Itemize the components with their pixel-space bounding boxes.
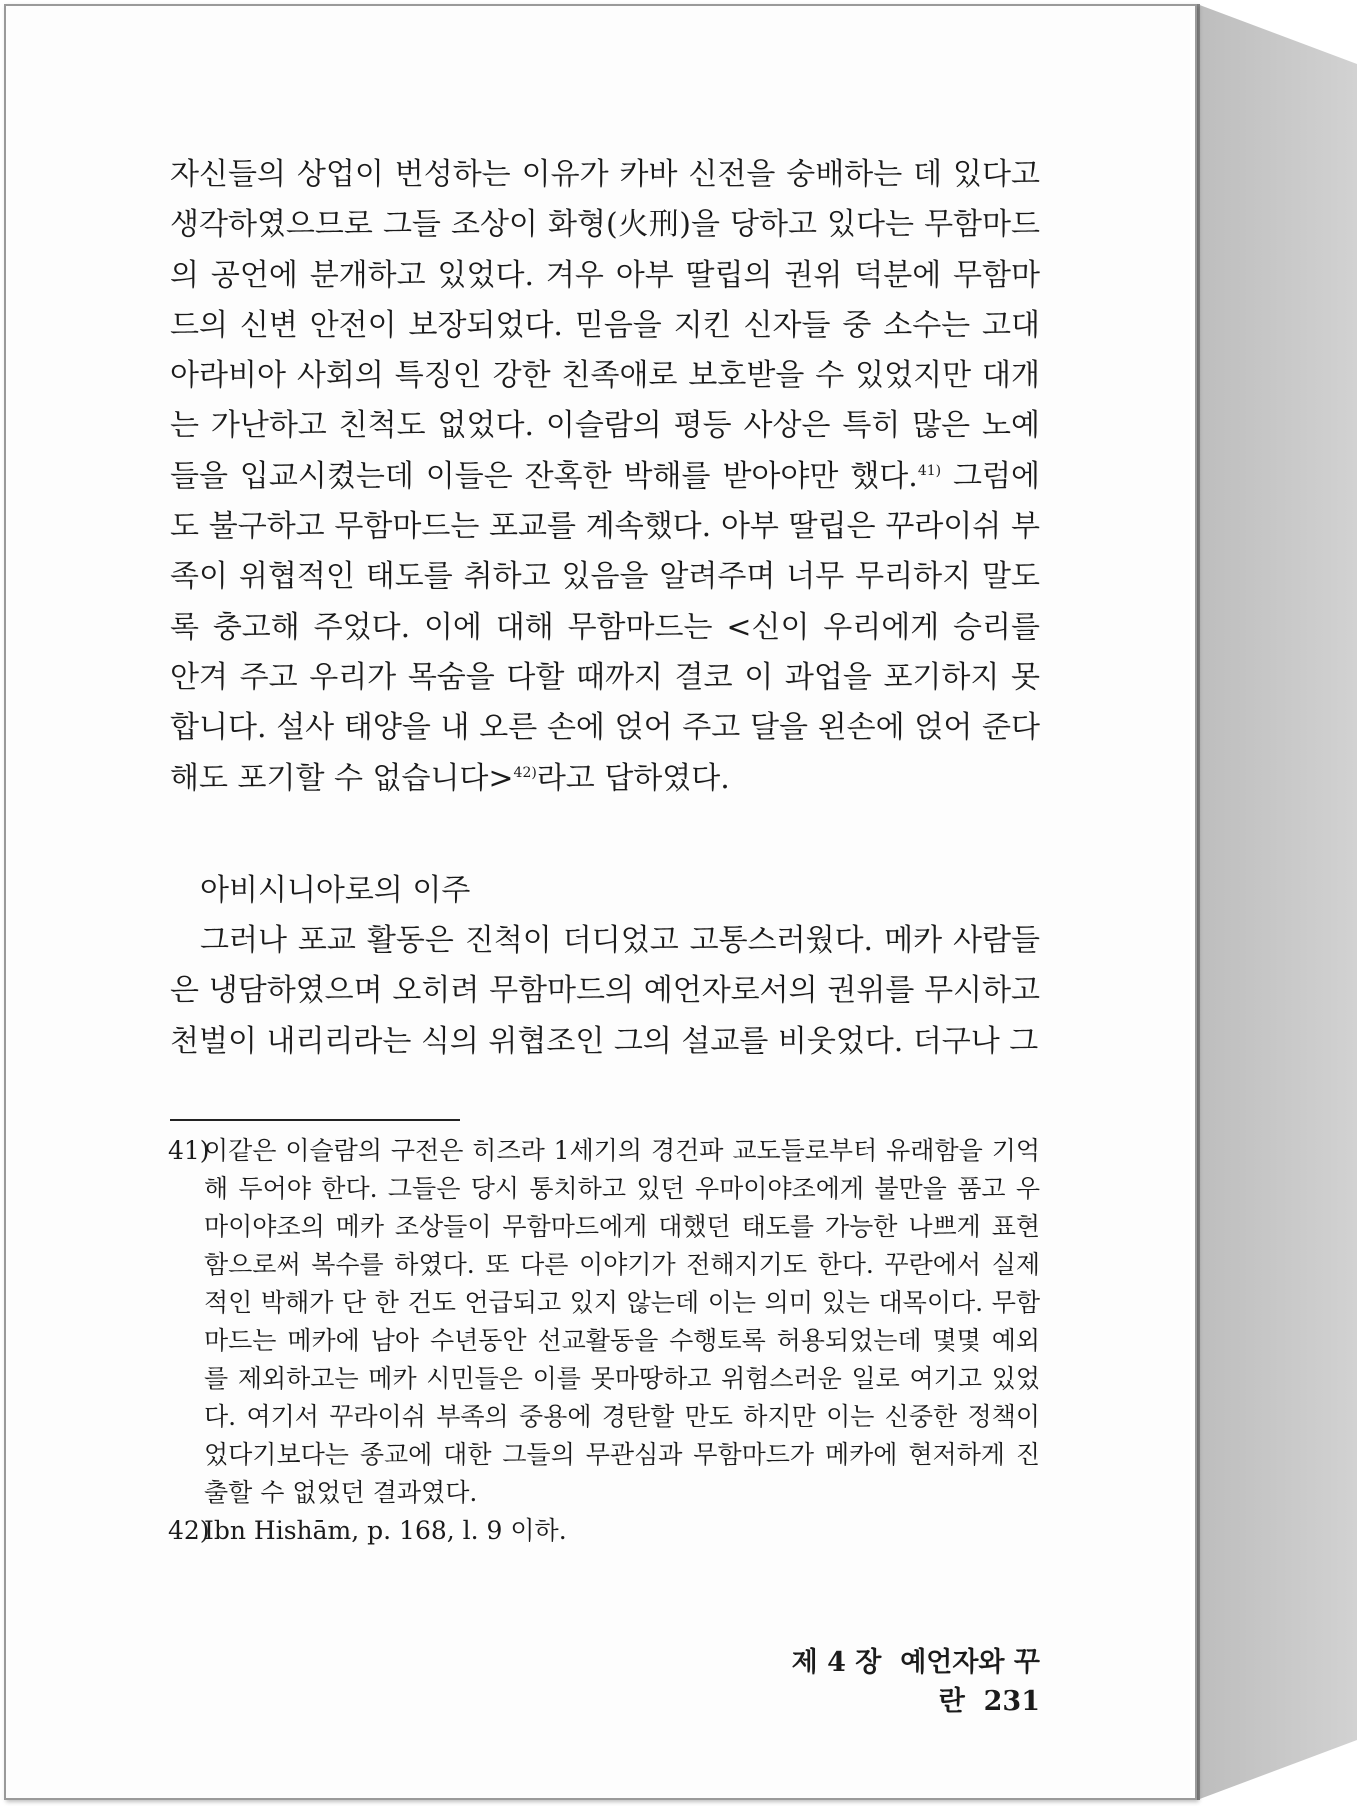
body-paragraph-2: 그러나 포교 활동은 진척이 더디었고 고통스러웠다. 메카 사람들은 냉담하였으며 오히려 무함마드의 예언자로서의 권위를 무시하고 천벌이 내리리라는 식의 위협조인 그의 설교를 비웃었다. 더구나 그 xyxy=(170,923,1040,1059)
section-heading: 아비시니아로의 이주 xyxy=(200,873,471,908)
paragraph-text: 자신들의 상업이 번성하는 이유가 카바 신전을 숭배하는 데 있다고 생각하였으므로 그들 조상이 화형(火刑)을 당하고 있다는 무함마드의 공언에 분개하고 있었다. 겨우 아부 딸립의 권위 덕분에 무함마드의 신변 안전이 보장되었다. 믿음을 지킨 신자들 중 소수는 고대 아라비아 사회의 특징인 강한 친족애로 보호받을 수 있었지만 대개는 가난하고 친척도 없었다. 이슬람의 평등 사상은 특히 많은 노예들을 입교시켰는데 이들은 잔혹한 박해를 받아야만 했다. xyxy=(170,157,1040,494)
footnote-ref-42: 42) xyxy=(513,764,537,781)
footnote-42 xyxy=(168,1512,1040,1550)
running-footer xyxy=(700,1640,1040,1718)
book-spine xyxy=(1197,4,1357,1800)
page-edge xyxy=(1197,4,1200,1800)
footnotes xyxy=(168,1132,1040,1550)
chapter-title: 예언자와 꾸란 xyxy=(900,1647,1040,1717)
footnote-text: Ibn Hishām, p. 168, l. 9 이하. xyxy=(204,1516,567,1545)
paragraph-text: 그럼에도 불구하고 무함마드는 포교를 계속했다. 아부 딸립은 꾸라이쉬 부족이 위협적인 태도를 취하고 있음을 알려주며 너무 무리하지 말도록 충고해 주었다. 이에 대해 무함마드는 <신이 우리에게 승리를 안겨 주고 우리가 목숨을 다할 때까지 결코 이 과업을 포기하지 못합니다. 설사 태양을 내 오른 손에 얹어 주고 달을 왼손에 얹어 준다 해도 포기할 수 없습니다> xyxy=(170,458,1040,796)
chapter-label: 제 4 장 xyxy=(791,1647,882,1678)
footnote-ref-41: 41) xyxy=(917,462,942,479)
body-paragraph-1 xyxy=(170,150,1040,804)
paragraph-text: 라고 답하였다. xyxy=(536,760,730,796)
page-number: 231 xyxy=(983,1686,1040,1717)
footnote-41 xyxy=(168,1132,1040,1512)
footnote-number: 42) xyxy=(168,1516,210,1545)
footnote-divider xyxy=(170,1119,460,1121)
footnote-text: 이같은 이슬람의 구전은 히즈라 1세기의 경건파 교도들로부터 유래함을 기억해 두어야 한다. 그들은 당시 통치하고 있던 우마이야조에게 불만을 품고 우마이야조의 메카 조상들이 무함마드에게 대했던 태도를 가능한 나쁘게 표현함으로써 복수를 하였다. 또 다른 이야기가 전해지기도 한다. 꾸란에서 실제적인 박해가 단 한 건도 언급되고 있지 않는데 이는 의미 있는 대목이다. 무함마드는 메카에 남아 수년동안 선교활동을 수행토록 허용되었는데 몇몇 예외를 제외하고는 메카 시민들은 이를 못마땅하고 위험스러운 일로 여기고 있었다. 여기서 꾸라이쉬 부족의 중용에 경탄할 만도 하지만 이는 신중한 정책이었다기보다는 종교에 대한 그들의 무관심과 무함마드가 메카에 현저하게 진출할 수 없었던 결과였다. xyxy=(204,1136,1040,1507)
footnote-number: 41) xyxy=(168,1136,210,1165)
